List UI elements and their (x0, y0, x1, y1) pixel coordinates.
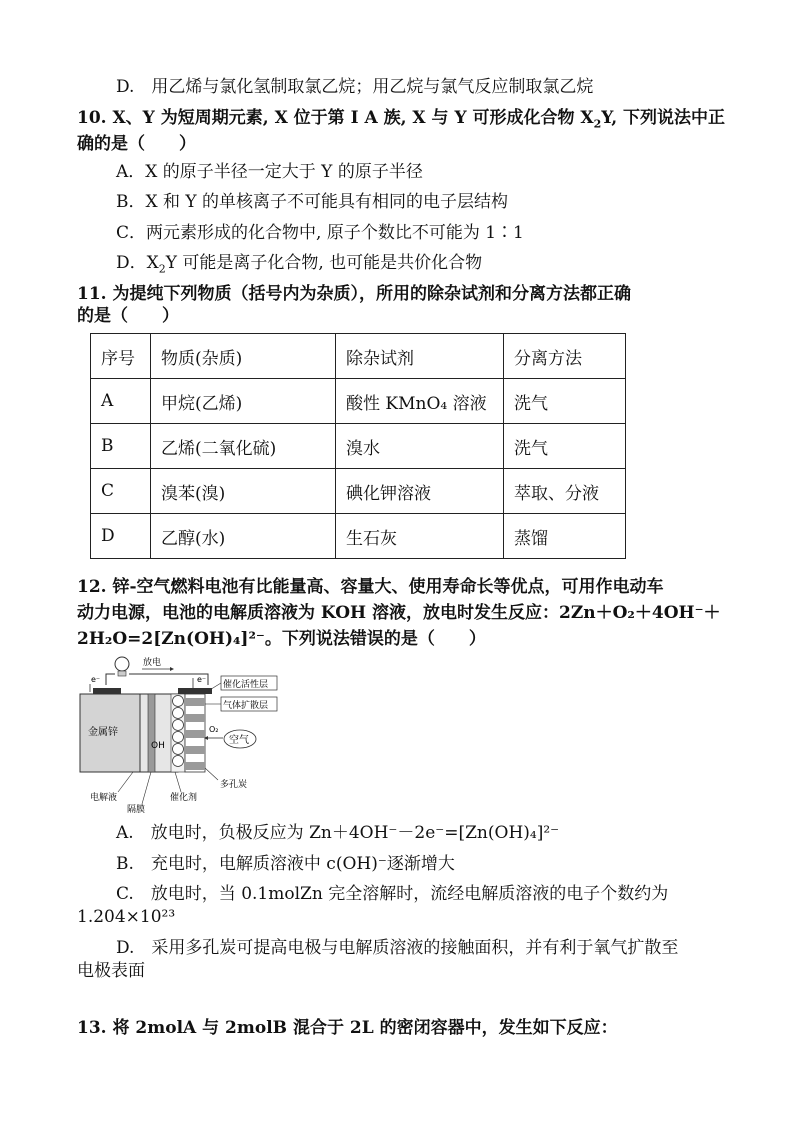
battery-diagram (78, 652, 278, 815)
table-cell: 溴水 (336, 424, 504, 469)
table-cell: 溴苯(溴) (151, 469, 336, 514)
q10-stem-line1 (77, 107, 725, 135)
table-cell: 蒸馏 (504, 514, 626, 559)
table-row (91, 424, 626, 469)
q11-stem-line2: 的是（ ） (77, 306, 179, 326)
table-cell: 洗气 (504, 424, 626, 469)
table-cell: A (91, 379, 151, 424)
q11-table (90, 333, 626, 559)
table-cell: 乙烯(二氧化硫) (151, 424, 336, 469)
table-row (91, 379, 626, 424)
diagram-label-porous-carbon: 多孔炭 (220, 780, 248, 790)
q10-stem-line2: 确的是（ ） (77, 134, 196, 154)
q10-option-c: C．两元素形成的化合物中, 原子个数比不可能为 1∶1 (116, 223, 524, 243)
q12-stem-line2: 动力电源，电池的电解质溶液为 KOH 溶液，放电时发生反应：2Zn＋O₂＋4OH⁻＋ (77, 603, 721, 623)
q13-stem-line1: 13. 将 2molA 与 2molB 混合于 2L 的密闭容器中，发生如下反应： (77, 1018, 618, 1038)
diagram-label-gas-diffusion: 气体扩散层 (223, 701, 269, 711)
diagram-label-catalyst: 催化剂 (170, 793, 198, 803)
bulb-icon (115, 657, 129, 676)
diagram-label-catalyst-active: 催化活性层 (223, 680, 269, 690)
table-header-cell: 序号 (91, 334, 151, 379)
q10-option-a: A．X 的原子半径一定大于 Y 的原子半径 (116, 162, 423, 182)
diagram-label-oh: OH (151, 741, 165, 751)
q12-option-d-line2: 电极表面 (77, 961, 145, 981)
table-header-cell: 物质(杂质) (151, 334, 336, 379)
q12-option-c-line1: C. 放电时，当 0.1molZn 完全溶解时，流经电解质溶液的电子个数约为 (116, 884, 669, 904)
table-row (91, 514, 626, 559)
q10-stem-part: Y, 下列说法中正 (601, 108, 726, 128)
q11-stem-line1: 11. 为提纯下列物质（括号内为杂质），所用的除杂试剂和分离方法都正确 (77, 284, 631, 304)
q9-option-d: D. 用乙烯与氯化氢制取氯乙烷；用乙烷与氯气反应制取氯乙烷 (116, 77, 594, 97)
diagram-label-zinc: 金属锌 (88, 727, 118, 738)
table-cell: 酸性 KMnO₄ 溶液 (336, 379, 504, 424)
q10-opt-d-part: Y 可能是离子化合物, 也可能是共价化合物 (165, 253, 483, 273)
diagram-label-electron-right: e⁻ (197, 675, 207, 684)
diagram-label-o2: O₂ (209, 725, 219, 734)
q10-opt-d-sub: 2 (158, 262, 166, 276)
q12-option-b: B. 充电时，电解质溶液中 c(OH)⁻逐渐增大 (116, 854, 455, 874)
q10-option-d (116, 252, 482, 280)
q10-stem-part: 10. X、Y 为短周期元素, X 位于第 Ⅰ A 族, X 与 Y 可形成化合物 X (77, 108, 594, 128)
table-cell: 生石灰 (336, 514, 504, 559)
diagram-label-membrane: 隔膜 (127, 805, 146, 815)
diagram-label-electron-left: e⁻ (91, 675, 101, 684)
table-header-cell: 除杂试剂 (336, 334, 504, 379)
table-row (91, 469, 626, 514)
table-header-row (91, 334, 626, 379)
table-cell: 萃取、分液 (504, 469, 626, 514)
table-cell: D (91, 514, 151, 559)
table-cell: 洗气 (504, 379, 626, 424)
q12-stem-line1: 12. 锌-空气燃料电池有比能量高、容量大、使用寿命长等优点，可用作电动车 (77, 577, 664, 597)
table-cell: C (91, 469, 151, 514)
table-cell: B (91, 424, 151, 469)
q12-option-c-line2: 1.204×10²³ (77, 907, 176, 927)
diagram-label-air: 空气 (229, 735, 249, 746)
q12-option-d-line1: D. 采用多孔炭可提高电极与电解质溶液的接触面积，并有利于氧气扩散至 (116, 938, 679, 958)
diagram-label-electrolyte: 电解液 (90, 793, 118, 803)
table-cell: 甲烷(乙烯) (151, 379, 336, 424)
table-header-cell: 分离方法 (504, 334, 626, 379)
q10-option-b: B．X 和 Y 的单核离子不可能具有相同的电子层结构 (116, 192, 509, 212)
q10-stem-sub: 2 (593, 117, 602, 131)
table-cell: 碘化钾溶液 (336, 469, 504, 514)
q12-option-a: A. 放电时，负极反应为 Zn＋4OH⁻－2e⁻=[Zn(OH)₄]²⁻ (116, 823, 560, 843)
q12-stem-line3: 2H₂O=2[Zn(OH)₄]²⁻。下列说法错误的是（ ） (77, 629, 486, 649)
table-cell: 乙醇(水) (151, 514, 336, 559)
diagram-label-discharge: 放电 (143, 658, 162, 668)
q10-opt-d-part: D．X (116, 253, 159, 273)
